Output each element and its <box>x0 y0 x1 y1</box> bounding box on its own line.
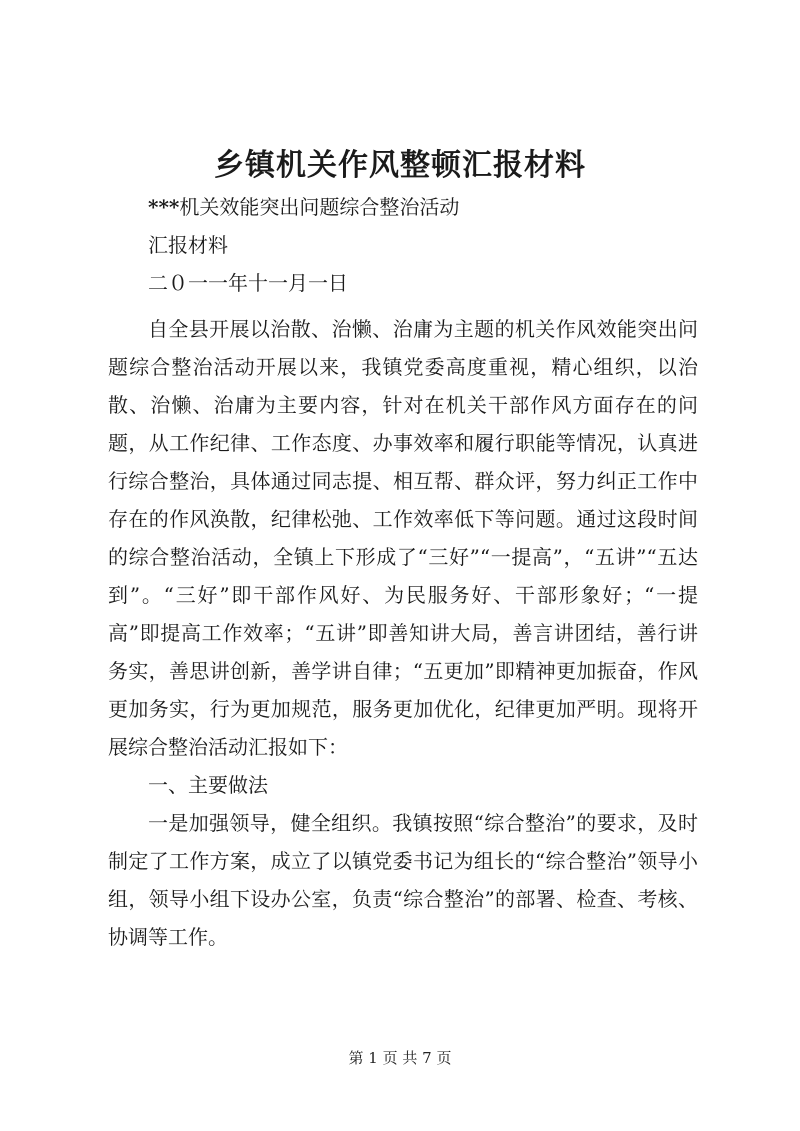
page-number-footer: 第 1 页 共 7 页 <box>348 1049 452 1067</box>
header-line-report: 汇报材料 <box>148 233 228 257</box>
document-title: 乡镇机关作风整顿汇报材料 <box>214 148 586 183</box>
header-line-date: 二０一一年十一月一日 <box>148 271 348 295</box>
header-line-activity <box>148 192 459 222</box>
section-heading-main-practices: 一、主要做法 <box>148 773 268 797</box>
document-body <box>108 310 698 956</box>
body-paragraph-intro: 自全县开展以治散、治懒、治庸为主题的机关作风效能突出问题综合整治活动开展以来，我镇党委高度重视，精心组织，以治散、治懒、治庸为主要内容，针对在机关干部作风方面存在的问题，从工作纪律、工作态度、办事效率和履行职能等情况，认真进行综合整治，具体通过同志提、相互帮、群众评，努力纠正工作中存在的作风涣散，纪律松弛、工作效率低下等问题。通过这段时间的综合整治活动，全镇上下形成了“三好”“一提高”，“五讲”“五达到”。“三好”即干部作风好、为民服务好、干部形象好；“一提高”即提高工作效率；“五讲”即善知讲大局，善言讲团结，善行讲务实，善思讲创新，善学讲自律；“五更加”即精神更加振奋，作风更加务实，行为更加规范，服务更加优化，纪律更加严明。现将开展综合整治活动汇报如下： <box>108 317 698 759</box>
header-line-activity-text: 机关效能突出问题综合整治活动 <box>179 195 460 219</box>
body-paragraph-leadership: 一是加强领导，健全组织。我镇按照“综合整治”的要求，及时制定了工作方案，成立了以镇党委书记为组长的“综合整治”领导小组，领导小组下设办公室，负责“综合整治”的部署、检查、考核、协调等工作。 <box>108 811 698 949</box>
header-line-stars: *** <box>148 195 180 219</box>
